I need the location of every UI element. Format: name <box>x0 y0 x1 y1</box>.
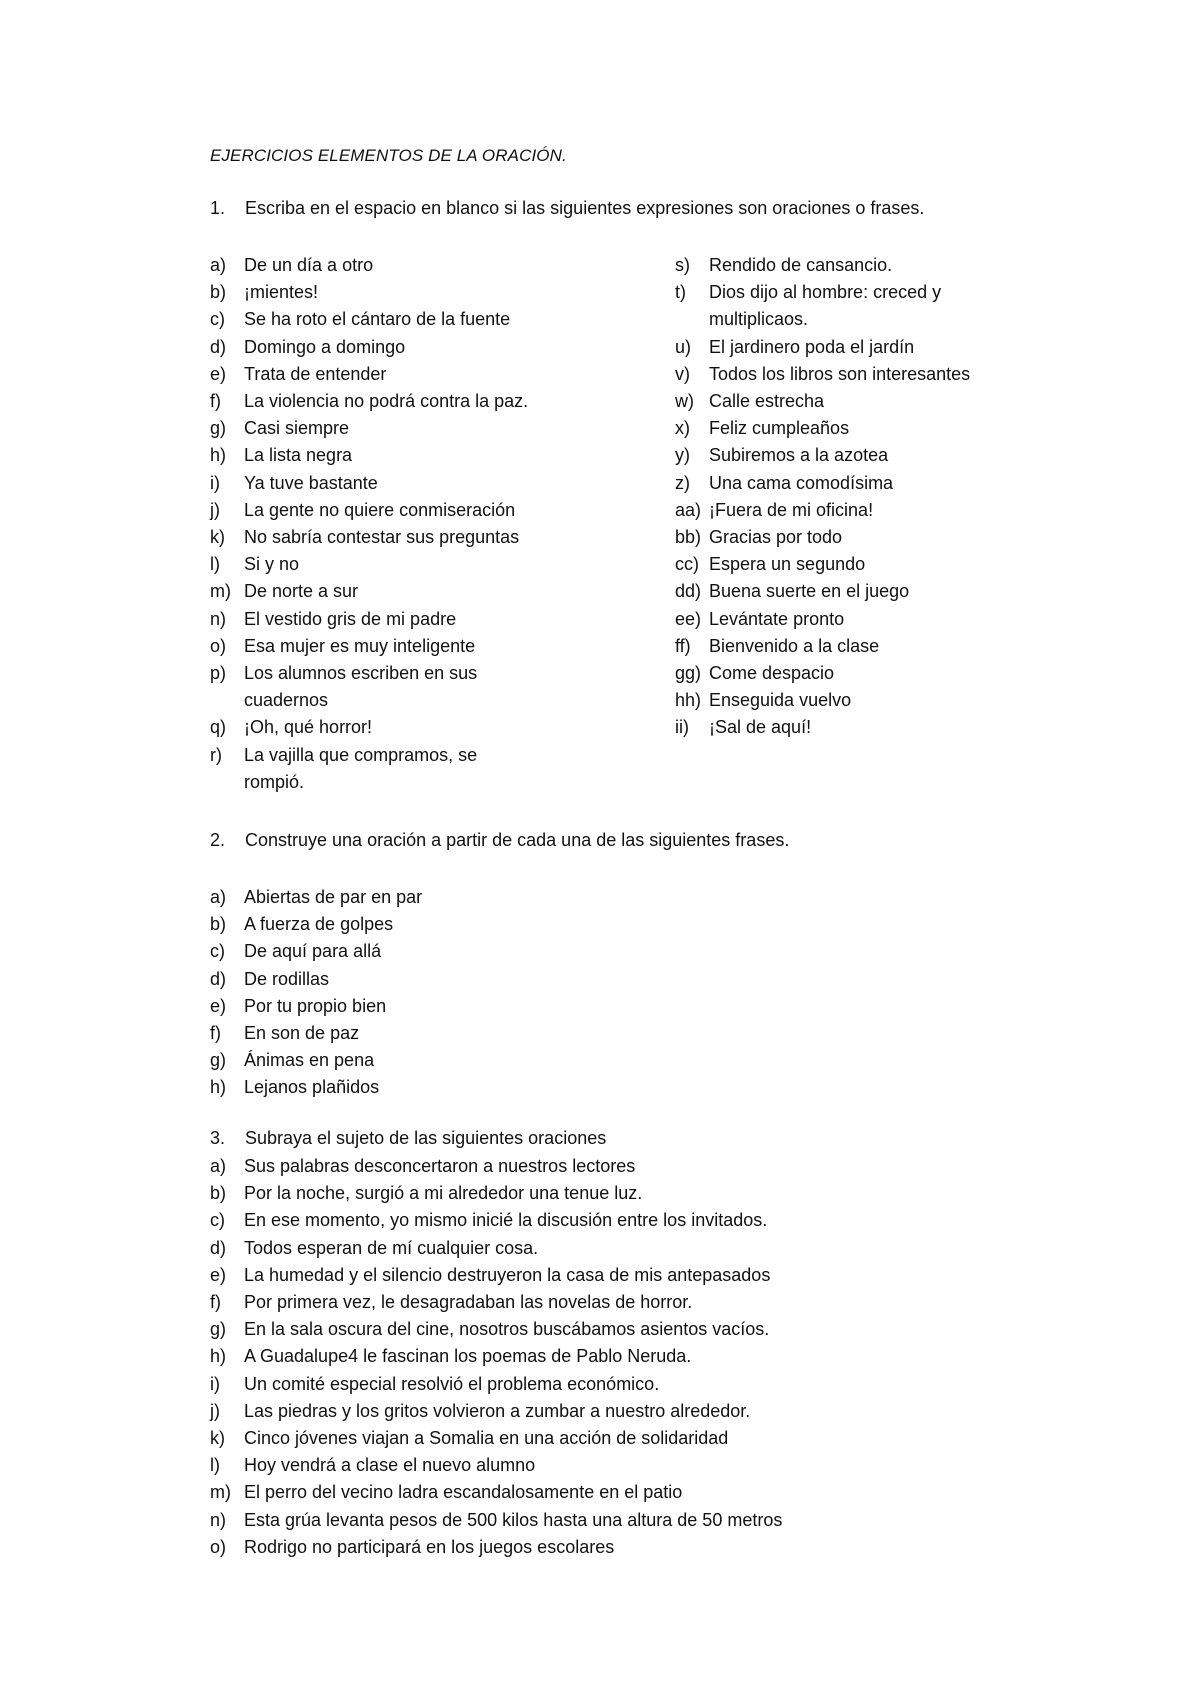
list-item <box>675 470 1055 497</box>
list-item <box>210 993 1030 1020</box>
item-text: La vajilla que compramos, se rompió. <box>244 744 478 792</box>
list-item <box>675 279 1055 333</box>
question-prompt: Subraya el sujeto de las siguientes oraciones <box>245 1128 607 1148</box>
list-item <box>210 1020 1030 1047</box>
item-text: No sabría contestar sus preguntas <box>244 527 520 548</box>
list-item <box>210 1074 1030 1101</box>
item-letter: l) <box>210 554 220 575</box>
item-text: Trata de entender <box>244 363 387 384</box>
question-2 <box>210 830 789 851</box>
question-number: 1. <box>210 198 226 218</box>
list-item <box>210 1180 1030 1207</box>
item-text: Subiremos a la azotea <box>709 445 889 466</box>
item-text: Por la noche, surgió a mi alrededor una tenue luz. <box>244 1183 643 1204</box>
item-letter: n) <box>210 1509 227 1530</box>
item-text: De un día a otro <box>244 255 374 275</box>
item-letter: hh) <box>675 690 702 711</box>
item-letter: cc) <box>675 554 699 575</box>
list-item <box>675 714 1055 741</box>
item-text: Buena suerte en el juego <box>709 581 910 602</box>
item-text: Sus palabras desconcertaron a nuestros lectores <box>244 1156 636 1176</box>
list-item <box>675 633 1055 660</box>
item-letter: bb) <box>675 527 702 548</box>
item-text: Feliz cumpleaños <box>709 418 850 439</box>
item-text: De rodillas <box>244 968 330 989</box>
list-item <box>210 551 570 578</box>
list-item <box>210 1235 1030 1262</box>
list-item <box>210 252 570 279</box>
list-item <box>210 524 570 551</box>
item-letter: c) <box>210 1210 225 1231</box>
q2-list <box>210 884 1030 1102</box>
item-letter: c) <box>210 941 225 962</box>
item-text: ¡mientes! <box>244 282 319 303</box>
list-item <box>210 606 570 633</box>
item-letter: b) <box>210 1183 227 1204</box>
item-letter: m) <box>210 581 231 602</box>
list-item <box>210 1047 1030 1074</box>
list-item <box>210 966 1030 993</box>
item-letter: c) <box>210 309 225 330</box>
list-item <box>210 334 570 361</box>
q1-left-list <box>210 252 570 796</box>
item-letter: i) <box>210 1373 220 1394</box>
question-number: 2. <box>210 830 226 850</box>
item-letter: ff) <box>675 635 691 656</box>
item-text: Dios dijo al hombre: creced y multiplicaos. <box>709 282 942 330</box>
list-item <box>210 578 570 605</box>
item-text: Rodrigo no participará en los juegos escolares <box>244 1536 615 1557</box>
item-text: La lista negra <box>244 445 353 466</box>
item-letter: f) <box>210 391 221 412</box>
item-text: Por tu propio bien <box>244 995 387 1016</box>
question-number: 3. <box>210 1128 226 1148</box>
item-letter: d) <box>210 968 227 989</box>
q1-right-list <box>675 252 1055 742</box>
item-text: Se ha roto el cántaro de la fuente <box>244 309 511 330</box>
item-text: Esa mujer es muy inteligente <box>244 635 476 656</box>
list-item <box>210 497 570 524</box>
item-text: Cinco jóvenes viajan a Somalia en una acción de solidaridad <box>244 1428 729 1449</box>
list-item <box>675 334 1055 361</box>
list-item <box>210 1425 1030 1452</box>
item-text: Un comité especial resolvió el problema económico. <box>244 1373 660 1394</box>
item-letter: x) <box>675 418 690 439</box>
item-text: En la sala oscura del cine, nosotros buscábamos asientos vacíos. <box>244 1319 770 1340</box>
item-letter: i) <box>210 472 220 493</box>
list-item <box>210 1207 1030 1234</box>
item-text: Una cama comodísima <box>709 472 894 493</box>
item-text: A Guadalupe4 le fascinan los poemas de Pablo Neruda. <box>244 1346 692 1367</box>
item-text: Ya tuve bastante <box>244 472 378 493</box>
question-3 <box>210 1128 606 1149</box>
list-item <box>675 551 1055 578</box>
list-item <box>675 524 1055 551</box>
item-text: Lejanos plañidos <box>244 1077 380 1098</box>
item-letter: j) <box>210 499 220 520</box>
item-letter: e) <box>210 363 227 384</box>
item-text: En son de paz <box>244 1023 360 1044</box>
list-item <box>210 1479 1030 1506</box>
item-text: ¡Oh, qué horror! <box>244 717 373 738</box>
item-letter: f) <box>210 1292 221 1313</box>
item-text: Levántate pronto <box>709 608 845 629</box>
list-item <box>210 1371 1030 1398</box>
item-text: Los alumnos escriben en sus cuadernos <box>244 663 478 711</box>
question-prompt: Escriba en el espacio en blanco si las siguientes expresiones son oraciones o frases. <box>245 198 925 218</box>
item-text: ¡Sal de aquí! <box>709 717 812 738</box>
item-text: En ese momento, yo mismo inicié la discusión entre los invitados. <box>244 1210 768 1231</box>
item-text: Gracias por todo <box>709 527 843 548</box>
item-text: Hoy vendrá a clase el nuevo alumno <box>244 1455 536 1476</box>
item-text: El vestido gris de mi padre <box>244 608 457 629</box>
list-item <box>210 911 1030 938</box>
item-letter: d) <box>210 1237 227 1258</box>
item-letter: a) <box>210 1156 227 1176</box>
page-title: EJERCICIOS ELEMENTOS DE LA ORACIÓN. <box>210 146 567 165</box>
item-letter: aa) <box>675 499 702 520</box>
list-item <box>210 660 570 714</box>
item-letter: k) <box>210 1428 225 1449</box>
item-text: Espera un segundo <box>709 554 866 575</box>
item-text: La violencia no podrá contra la paz. <box>244 391 529 412</box>
list-item <box>675 687 1055 714</box>
item-text: Las piedras y los gritos volvieron a zumbar a nuestro alrededor. <box>244 1400 751 1421</box>
item-text: Todos los libros son interesantes <box>709 363 971 384</box>
item-letter: b) <box>210 282 227 303</box>
item-letter: o) <box>210 635 227 656</box>
item-letter: g) <box>210 1050 227 1071</box>
list-item <box>210 388 570 415</box>
list-item <box>210 470 570 497</box>
item-letter: dd) <box>675 581 702 602</box>
item-letter: w) <box>675 391 694 412</box>
item-letter: h) <box>210 445 227 466</box>
list-item <box>210 1343 1030 1370</box>
item-text: Todos esperan de mí cualquier cosa. <box>244 1237 539 1258</box>
item-text: El jardinero poda el jardín <box>709 336 915 357</box>
item-letter: s) <box>675 255 690 275</box>
list-item <box>210 1507 1030 1534</box>
list-item <box>210 415 570 442</box>
list-item <box>675 415 1055 442</box>
item-text: Calle estrecha <box>709 391 825 412</box>
q3-list <box>210 1153 1030 1561</box>
item-text: Come despacio <box>709 663 835 684</box>
item-text: Enseguida vuelvo <box>709 690 852 711</box>
list-item <box>210 306 570 333</box>
list-item <box>210 1316 1030 1343</box>
list-item <box>210 1452 1030 1479</box>
item-letter: q) <box>210 717 227 738</box>
item-letter: u) <box>675 336 692 357</box>
list-item <box>210 1398 1030 1425</box>
list-item <box>675 660 1055 687</box>
item-letter: d) <box>210 336 227 357</box>
item-text: Por primera vez, le desagradaban las novelas de horror. <box>244 1292 693 1313</box>
item-letter: z) <box>675 472 690 493</box>
item-letter: ii) <box>675 717 689 738</box>
list-item <box>675 442 1055 469</box>
list-item <box>675 252 1055 279</box>
item-text: Domingo a domingo <box>244 336 406 357</box>
item-letter: o) <box>210 1536 227 1557</box>
list-item <box>210 633 570 660</box>
item-letter: f) <box>210 1023 221 1044</box>
item-text: De aquí para allá <box>244 941 382 962</box>
question-1 <box>210 198 924 219</box>
item-letter: n) <box>210 608 227 629</box>
item-text: La humedad y el silencio destruyeron la casa de mis antepasados <box>244 1264 771 1285</box>
item-letter: h) <box>210 1077 227 1098</box>
item-text: Ánimas en pena <box>244 1050 375 1071</box>
item-letter: g) <box>210 418 227 439</box>
list-item <box>210 1153 1030 1180</box>
item-text: El perro del vecino ladra escandalosamente en el patio <box>244 1482 683 1503</box>
list-item <box>675 388 1055 415</box>
item-text: Bienvenido a la clase <box>709 635 880 656</box>
item-letter: e) <box>210 1264 227 1285</box>
item-letter: b) <box>210 914 227 935</box>
list-item <box>675 361 1055 388</box>
item-text: Rendido de cansancio. <box>709 255 893 275</box>
list-item <box>675 497 1055 524</box>
list-item <box>210 1289 1030 1316</box>
list-item <box>675 606 1055 633</box>
list-item <box>210 938 1030 965</box>
item-letter: m) <box>210 1482 231 1503</box>
item-letter: r) <box>210 744 222 765</box>
item-letter: y) <box>675 445 690 466</box>
item-letter: h) <box>210 1346 227 1367</box>
list-item <box>210 279 570 306</box>
item-letter: g) <box>210 1319 227 1340</box>
list-item <box>210 714 570 741</box>
list-item <box>210 361 570 388</box>
item-letter: p) <box>210 663 227 684</box>
list-item <box>210 442 570 469</box>
item-letter: v) <box>675 363 690 384</box>
item-letter: a) <box>210 255 227 275</box>
question-prompt: Construye una oración a partir de cada una de las siguientes frases. <box>245 830 790 850</box>
item-letter: e) <box>210 995 227 1016</box>
item-text: Casi siempre <box>244 418 350 439</box>
item-letter: ee) <box>675 608 702 629</box>
item-letter: k) <box>210 527 225 548</box>
item-letter: gg) <box>675 663 702 684</box>
list-item <box>210 1534 1030 1561</box>
item-letter: a) <box>210 887 227 907</box>
item-letter: l) <box>210 1455 220 1476</box>
item-text: De norte a sur <box>244 581 359 602</box>
item-text: Abiertas de par en par <box>244 887 423 907</box>
item-text: Esta grúa levanta pesos de 500 kilos hasta una altura de 50 metros <box>244 1509 783 1530</box>
list-item <box>675 578 1055 605</box>
item-letter: t) <box>675 282 686 303</box>
list-item <box>210 1262 1030 1289</box>
item-text: La gente no quiere conmiseración <box>244 499 516 520</box>
item-text: ¡Fuera de mi oficina! <box>709 499 874 520</box>
item-text: Si y no <box>244 554 300 575</box>
list-item <box>210 742 570 796</box>
item-letter: j) <box>210 1400 220 1421</box>
item-text: A fuerza de golpes <box>244 914 394 935</box>
list-item <box>210 884 1030 911</box>
